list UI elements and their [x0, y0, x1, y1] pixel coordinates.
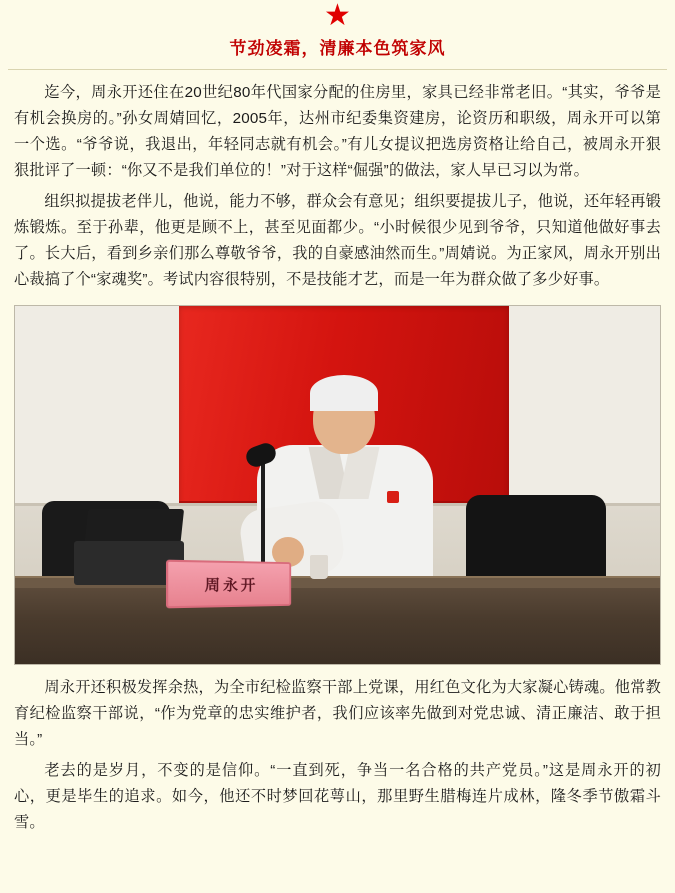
page-title: 节劲凌霜，清廉本色筑家风 — [229, 39, 446, 58]
speaker-hair — [310, 375, 378, 411]
chair-right — [466, 495, 606, 587]
divider — [8, 69, 667, 70]
table-front — [14, 588, 661, 665]
paragraph-3: 周永开还积极发挥余热，为全市纪检监察干部上党课，用红色文化为大家凝心铸魂。他常教育纪检监察干部说，“作为党章的忠实维护者，我们应该率先做到对党忠诚、清正廉洁、敢于担当。” — [14, 679, 661, 749]
cup — [310, 555, 328, 579]
party-badge-icon — [387, 491, 399, 503]
photo-canvas — [14, 305, 661, 665]
microphone-stand — [261, 457, 265, 562]
name-plate-text: 周永开 — [204, 576, 259, 594]
paragraph-4: 老去的是岁月，不变的是信仰。“一直到死，争当一名合格的共产党员。”这是周永开的初心，更是毕生的追求。如今，他还不时梦回花萼山，那里野生腊梅连片成林，隆冬季节傲霜斗雪。 — [14, 761, 661, 831]
paragraph-2: 组织拟提拔老伴儿，他说，能力不够，群众会有意见；组织要提拔儿子，他说，还年轻再锻炼锻炼。至于孙辈，他更是顾不上，甚至见面都少。“小时候很少见到爷爷，只知道他做好事去了。长大后，看到乡亲们那么尊敬爷爷，我的自豪感油然而生。”周婧说。为正家风，周永开别出心裁搞了个“家魂奖”。考试内容很特别，不是技能才艺，而是一年为群众做了多少好事。 — [14, 192, 661, 288]
red-star-icon: ★ — [324, 0, 351, 32]
article-body — [0, 80, 675, 836]
paragraph-1: 迄今，周永开还住在20世纪80年代国家分配的住房里，家具已经非常老旧。“其实，爷爷是有机会换房的。”孙女周婧回忆，2005年，达州市纪委集资建房，论资历和职级，周永开可以第一个选。“爷爷说，我退出，年轻同志就有机会。”有儿女提议把选房资格让给自己，被周永开狠狠批评了一顿：“你又不是我们单位的！”对于这样“倔强”的做法，家人早已习以为常。 — [14, 84, 661, 180]
name-plate — [166, 560, 291, 609]
article-photo — [14, 305, 661, 665]
star-band — [0, 0, 675, 32]
